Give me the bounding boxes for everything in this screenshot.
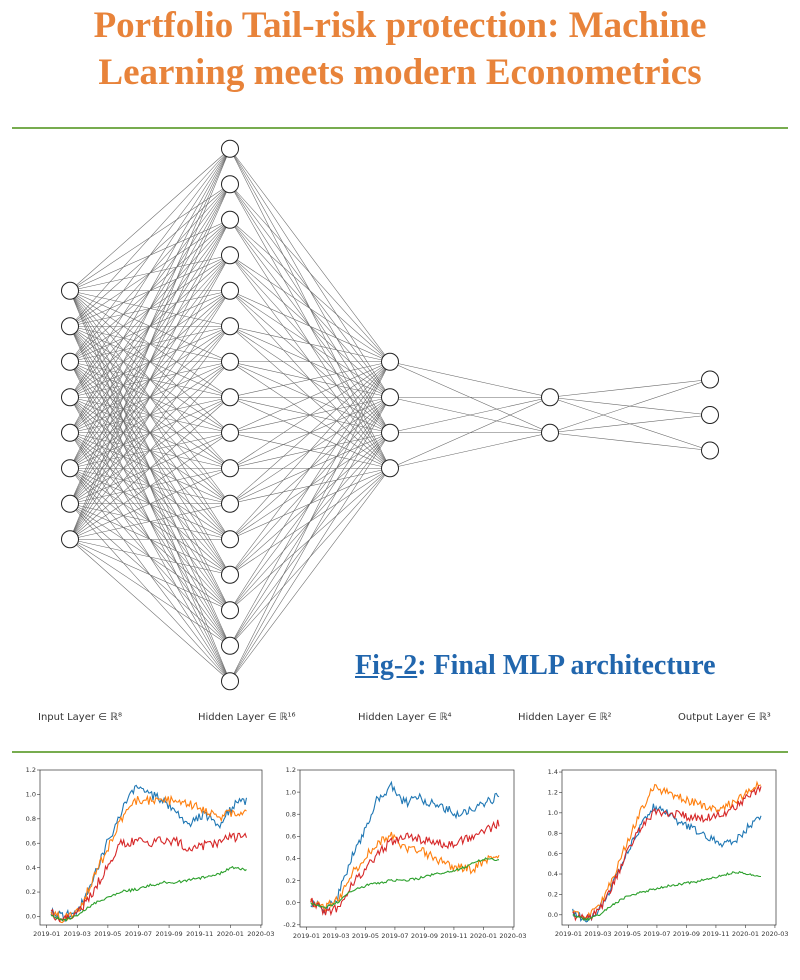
connection-line [70,149,230,291]
connections [70,149,710,682]
series-line-3 [573,786,761,919]
x-tick-label: 2019-07 [124,930,153,938]
layer-label-hidden-1: Hidden Layer ∈ ℝ¹⁶ [198,712,296,723]
title-line-2: Learning meets modern Econometrics [98,52,702,93]
y-tick-label: 0.6 [547,849,558,858]
chart-frame [40,770,262,925]
connection-line [70,149,230,362]
y-tick-label: 1.0 [25,790,36,799]
y-tick-label: 0.8 [25,815,36,824]
connection-line [230,362,390,540]
neuron-layer-1 [62,424,79,441]
x-tick-label: 2020-03 [247,930,275,938]
series-line-3 [51,833,246,921]
neuron-layer-3 [382,460,399,477]
y-tick-label: 0.0 [25,912,36,921]
series-line-3 [311,820,499,915]
x-tick-label: 2020-03 [761,930,789,938]
neuron-layer-2 [222,495,239,512]
x-tick-label: 2019-05 [351,932,380,940]
connection-line [230,362,390,682]
x-tick-label: 2019-05 [94,930,122,938]
connection-line [230,362,390,646]
connection-line [230,326,390,362]
neuron-layer-3 [382,424,399,441]
chart-frame [300,770,514,927]
x-tick-label: 2019-07 [381,932,409,940]
x-tick-label: 2019-07 [643,930,671,938]
connection-line [550,380,710,433]
neuron-layer-2 [222,531,239,548]
y-tick-label: 0.8 [285,810,296,819]
neuron-layer-3 [382,389,399,406]
neuron-layer-2 [222,211,239,228]
y-tick-label: 0.4 [25,863,36,872]
connection-line [550,433,710,451]
connection-line [230,362,390,611]
neuron-layer-5 [702,407,719,424]
connection-line [70,149,230,398]
x-tick-label: 2019-01 [33,930,61,938]
x-tick-label: 2019-03 [322,932,350,940]
connection-line [390,362,550,398]
y-tick-label: 1.2 [547,788,558,797]
x-tick-label: 2019-01 [554,930,583,938]
x-tick-label: 2019-09 [410,932,439,940]
chart-frame [562,770,776,925]
y-tick-label: 0.0 [547,911,558,920]
x-tick-label: 2019-03 [584,930,612,938]
series-line-1 [51,785,246,921]
connection-line [70,539,230,575]
neuron-layer-2 [222,176,239,193]
x-tick-label: 2019-05 [613,930,642,938]
connection-line [390,433,550,469]
y-tick-label: 0.8 [547,829,558,838]
figure-reference: Fig-2 [355,650,418,681]
y-tick-label: 1.0 [547,809,558,818]
neuron-layer-2 [222,673,239,690]
neuron-layer-2 [222,424,239,441]
neuron-layer-5 [702,371,719,388]
y-tick-label: 0.6 [285,832,296,841]
x-tick-label: 2019-03 [63,930,91,938]
x-tick-label: 2019-11 [702,930,730,938]
neuron-layer-2 [222,389,239,406]
series-line-2 [51,796,246,922]
neuron-layer-2 [222,566,239,583]
y-tick-label: 0.4 [285,854,296,863]
series-line-4 [51,867,246,921]
figure-caption [355,650,716,682]
connection-line [230,433,390,682]
bottom-divider [12,751,788,753]
connection-line [230,397,390,681]
y-tick-label: 0.2 [25,888,36,897]
connection-line [230,255,390,362]
series-line-2 [311,832,499,911]
series-line-4 [573,872,761,921]
y-tick-label: 1.0 [285,788,296,797]
neuron-layer-2 [222,602,239,619]
connection-line [550,380,710,398]
neuron-layer-1 [62,531,79,548]
neuron-layer-1 [62,353,79,370]
neuron-layer-2 [222,353,239,370]
y-tick-label: 1.4 [547,768,558,777]
x-tick-label: 2019-11 [440,932,468,940]
chart-3 [548,768,789,938]
series-line-1 [573,804,761,922]
series-line-1 [311,782,499,912]
y-tick-label: 0.2 [547,890,558,899]
connection-line [230,149,390,362]
layer-label-input: Input Layer ∈ ℝ⁸ [38,712,122,723]
x-tick-label: 2019-09 [672,930,701,938]
connection-line [70,149,230,469]
figure-caption-text: : Final MLP architecture [417,650,716,681]
neuron-layer-1 [62,495,79,512]
neuron-layer-3 [382,353,399,370]
y-tick-label: 1.2 [285,766,296,775]
series-line-4 [311,858,499,908]
neuron-layer-1 [62,282,79,299]
connection-line [70,539,230,610]
x-tick-label: 2020-03 [499,932,527,940]
x-tick-label: 2020-01 [469,932,498,940]
neuron-layer-4 [542,389,559,406]
y-tick-label: 1.2 [25,766,36,775]
neuron-layer-2 [222,637,239,654]
layer-label-hidden-2: Hidden Layer ∈ ℝ⁴ [358,712,452,723]
y-tick-label: 0.2 [285,876,296,885]
x-tick-label: 2019-11 [186,930,214,938]
y-tick-label: 0.4 [547,870,558,879]
x-tick-label: 2020-01 [216,930,244,938]
connection-line [230,184,390,362]
series-line-2 [573,782,761,919]
title-line-1: Portfolio Tail-risk protection: Machine [93,5,707,46]
chart-2 [283,766,526,940]
neuron-layer-2 [222,460,239,477]
neuron-layer-2 [222,282,239,299]
layer-label-hidden-3: Hidden Layer ∈ ℝ² [518,712,612,723]
y-tick-label: 0.6 [25,839,36,848]
neuron-layer-2 [222,247,239,264]
neuron-layer-1 [62,389,79,406]
chart-1 [26,766,275,938]
x-tick-label: 2019-01 [292,932,321,940]
x-tick-label: 2020-01 [731,930,760,938]
neuron-layer-1 [62,318,79,335]
neuron-layer-5 [702,442,719,459]
neuron-layer-2 [222,318,239,335]
y-tick-label: -0.2 [283,920,296,929]
layer-label-output: Output Layer ∈ ℝ³ [678,712,771,723]
connection-line [230,291,390,362]
connection-line [70,539,230,681]
neuron-layer-2 [222,140,239,157]
neuron-layer-1 [62,460,79,477]
connection-line [230,220,390,362]
x-tick-label: 2019-09 [155,930,183,938]
y-tick-label: 0.0 [285,898,296,907]
neuron-layer-4 [542,424,559,441]
connection-line [550,415,710,433]
